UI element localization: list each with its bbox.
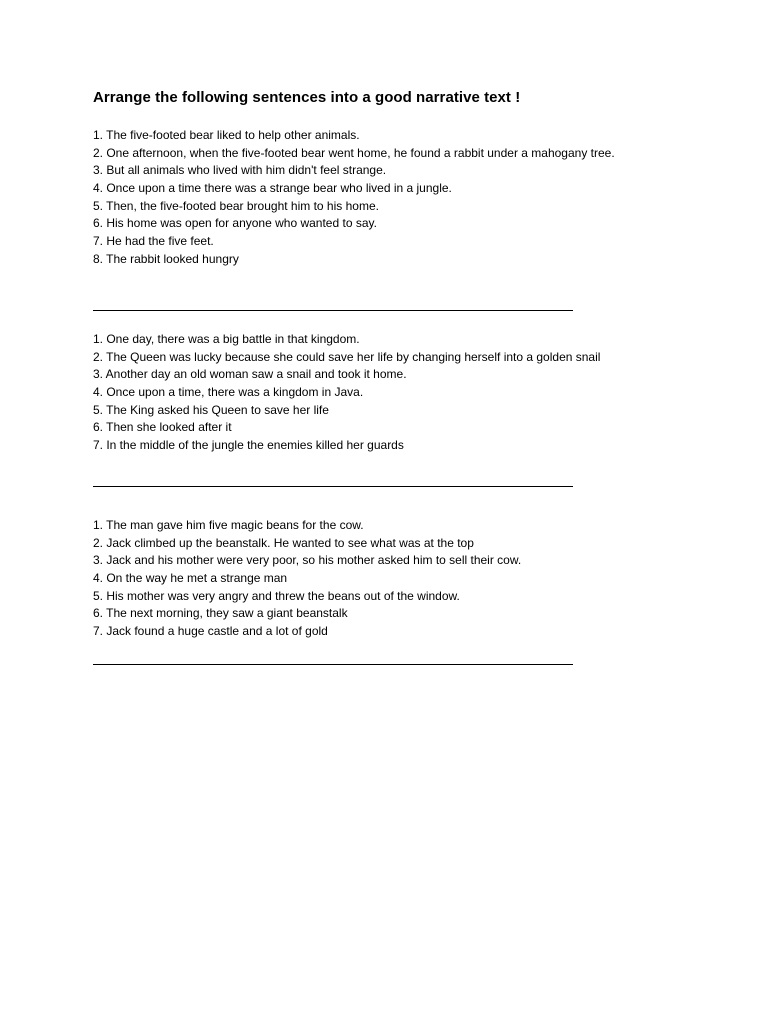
answer-line-1 xyxy=(93,310,573,311)
sentence-list-1 xyxy=(93,127,615,269)
answer-line-2 xyxy=(93,486,573,487)
sentence-item: 5. The King asked his Queen to save her life xyxy=(93,402,329,417)
sentence-item: 1. One day, there was a big battle in that kingdom. xyxy=(93,332,360,346)
sentence-item: 7. In the middle of the jungle the enemies killed her guards xyxy=(93,438,404,453)
sentence-item: 4. On the way he met a strange man xyxy=(93,571,288,586)
answer-line-3 xyxy=(93,664,573,665)
sentence-item: 3. Jack and his mother were very poor, so his mother asked him to sell their cow. xyxy=(93,553,522,568)
sentence-item: 3. But all animals who lived with him didn't feel strange. xyxy=(93,163,387,178)
sentence-item: 8. The rabbit looked hungry xyxy=(93,251,239,266)
sentence-item: 5. His mother was very angry and threw the beans out of the window. xyxy=(93,588,460,603)
sentence-item: 4. Once upon a time, there was a kingdom in Java. xyxy=(93,385,364,400)
sentence-list-2 xyxy=(93,331,600,455)
sentence-item: 6. The next morning, they saw a giant beanstalk xyxy=(93,606,348,621)
sentence-item: 7. Jack found a huge castle and a lot of gold xyxy=(93,624,328,639)
sentence-item: 4. Once upon a time there was a strange bear who lived in a jungle. xyxy=(93,181,452,196)
worksheet-title: Arrange the following sentences into a good narrative text ! xyxy=(93,89,521,106)
sentence-list-3 xyxy=(93,517,521,641)
sentence-item: 1. The five-footed bear liked to help other animals. xyxy=(93,128,360,142)
sentence-item: 6. His home was open for anyone who wanted to say. xyxy=(93,216,377,231)
sentence-item: 3. Another day an old woman saw a snail and took it home. xyxy=(93,367,407,382)
sentence-item: 5. Then, the five-footed bear brought him to his home. xyxy=(93,198,379,213)
sentence-item: 1. The man gave him five magic beans for the cow. xyxy=(93,518,364,532)
sentence-item: 2. One afternoon, when the five-footed bear went home, he found a rabbit under a mahogany tree. xyxy=(93,145,615,160)
sentence-item: 7. He had the five feet. xyxy=(93,234,214,249)
sentence-item: 2. The Queen was lucky because she could save her life by changing herself into a golden snail xyxy=(93,349,601,364)
sentence-item: 6. Then she looked after it xyxy=(93,420,232,435)
sentence-item: 2. Jack climbed up the beanstalk. He wanted to see what was at the top xyxy=(93,535,474,550)
